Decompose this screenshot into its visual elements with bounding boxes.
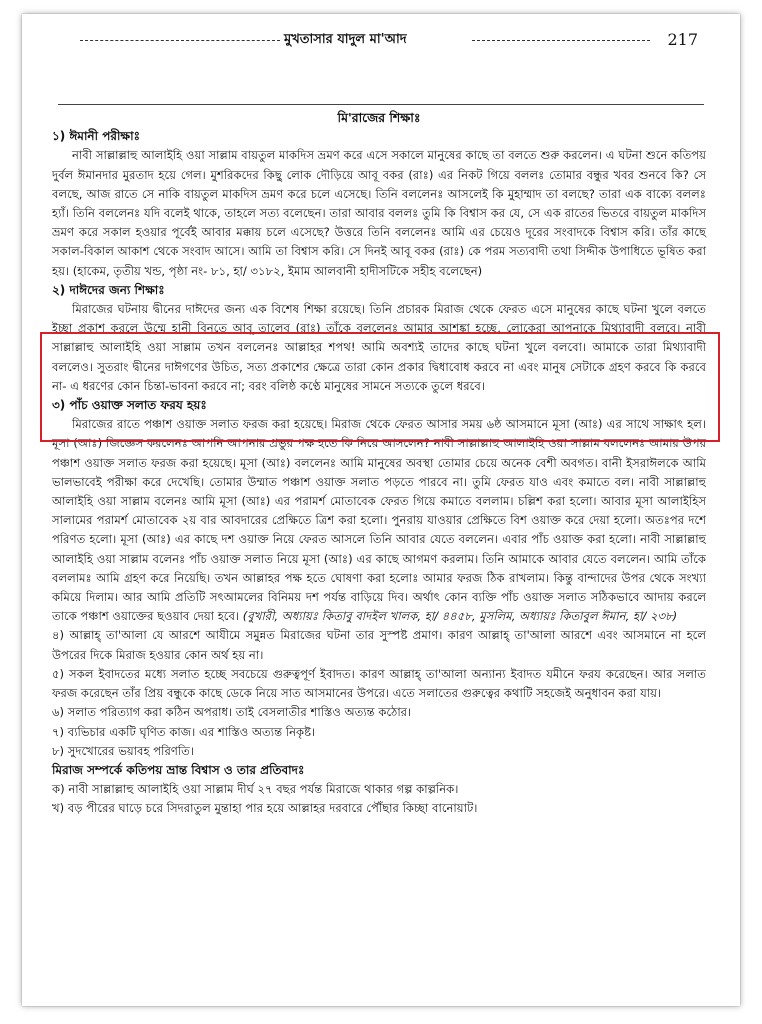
running-header [58, 28, 698, 52]
header-rule [58, 104, 704, 105]
page-number: 217 [667, 30, 698, 49]
point-salat-importance: ৫) সকল ইবাদতের মধ্যে সলাত হচ্ছে সবচেয়ে গুরুত্বপূর্ণ ইবাদত। কারণ আল্লাহ্‌ তা'আলা অন্যান্য ইবাদত যমীনে ফরয করেছেন। আর সলাত ফরজ করেছেন তাঁর প্রিয় বন্ধুকে কাছে ডেকে নিয়ে সাত আসমানের উপরে। এতে সলাতের গুরুত্বের কথাটি সহজেই অনুধাবন করা যায়। [52, 666, 706, 701]
point-misconception-kha: খ) বড় পীরের ঘাড়ে চরে সিদরাতুল মুন্তাহা পার হয়ে আল্লাহর দরবারে পৌঁছার কিচ্ছা বানোয়াট। [52, 801, 478, 816]
paragraph-text: নাবী সাল্লাল্লাহু আলাইহি ওয়া সাল্লাম বায়তুল মাকদিস ভ্রমণ করে এসে সকালে মানুষের কাছে তা বলতে শুরু করলেন। এ ঘটনা শুনে কতিপয় দুর্বল ঈমানদার মুরতাদ হয়ে গেল। মুশরিকদের কিছু লোক দৌড়িয়ে আবূ বকর (রাঃ) এর নিকট গিয়ে বললঃ তোমার বন্ধুর খবর শুনবে কি? সে বলছে, আজ রাতে সে নাকি বায়তুল মাকদিস ভ্রমণ করে চলে এসেছে। তিনি বললেনঃ আসলেই কি মুহাম্মাদ তা বলছে? তারা এক বাক্যে বললঃ হ্যাঁ। তিনি বললেনঃ যদি বলেই থাকে, তাহলে সত্য বলেছেন। তারা আবার বললঃ তুমি কি বিশ্বাস কর যে, সে এক রাতের ভিতরে বায়তুল মাকদিস ভ্রমণ করে সকাল হওয়ার পূর্বেই আবার মক্কায় চলে এসেছে? উত্তরে তিনি বললেনঃ আমি এর চেয়েও দূরের সংবাদকে বিশ্বাস করি। তাঁর কাছে সকাল-বিকাল আকাশ থেকে সংবাদ আসে। আমি তা বিশ্বাস করি। সে দিনই আবূ বকর (রাঃ) কে পরম সত্যবাদী তথা সিদ্দীক উপাধিতে ভূষিত করা হয়। [52, 148, 706, 278]
point-misconception-ka: ক) নাবী সাল্লাল্লাহু আলাইহি ওয়া সাল্লাম দীর্ঘ ২৭ বছর পর্যন্ত মিরাজে থাকার গল্প কাল্পনিক। [52, 782, 459, 797]
heading-misconceptions: মিরাজ সম্পর্কে কতিপয় ভ্রান্ত বিশ্বাস ও তার প্রতিবাদঃ [52, 762, 305, 777]
reference-hakem: (হাকেম, তৃতীয় খন্ড, পৃষ্ঠা নং- ৮১, হা/ ৩১৮২, ইমাম আলবানী হাদীসটিকে সহীহ বলেছেন) [72, 263, 483, 278]
heading-five-prayers: ৩) পাঁচ ওয়াক্ত সলাত ফরয হয়ঃ [52, 398, 207, 413]
section-title: মি'রাজের শিক্ষাঃ [337, 110, 421, 125]
point-arsh: ৪) আল্লাহ্‌ তা'আলা যে আরশে আযীমে সমুন্নত মিরাজের ঘটনা তার সুস্পষ্ট প্রমাণ। কারণ আল্লাহ্‌ তা'আলা আরশে এবং আসমানে না হলে উপরের দিকে মিরাজ হওয়ার কোন অর্থ হয় না। [52, 628, 706, 662]
header-dash-left [80, 40, 280, 41]
header-dash-right [472, 40, 650, 41]
point-abandoning-salat: ৬) সলাত পরিত্যাগ করা কঠিন অপরাধ। তাই বেসলাতীর শাস্তিও অত্যন্ত কঠোর। [52, 705, 412, 720]
paragraph-five-prayers [52, 415, 706, 626]
paragraph-iman-test [52, 146, 706, 280]
paragraph-text: মিরাজের রাতে পঞ্চাশ ওয়াক্ত সলাত ফরজ করা হয়েছে। মিরাজ থেকে ফেরত আসার সময় ৬ষ্ঠ আসমানে মূসা (আঃ) এর সাথে সাক্ষাৎ হল। মূসা (আঃ) জিজ্ঞেস করলেনঃ আপনি আপনার প্রভুর পক্ষ হতে কি নিয়ে আসলেন? নাবী সাল্লাল্লাহু আলাইহি ওয়া সাল্লাম বললেনঃ আমার উপর পঞ্চাশ ওয়াক্ত সলাত ফরজ করা হয়েছে। মূসা (আঃ) বললেনঃ আমি মানুষের অবস্থা তোমার চেয়ে অনেক বেশী অবগত। বানী ইসরাঈলকে আমি ভালভাবেই পরীক্ষা করে দেখেছি। তোমার উম্মাত পঞ্চাশ ওয়াক্ত সলাত পড়তে পারবে না। তুমি ফেরত যাও এবং কমাতে বল। নাবী সাল্লাল্লাহু আলাইহি ওয়া সাল্লাম বলেনঃ আমি মূসা (আঃ) এর পরামর্শ মোতাবেক ফেরত গিয়ে কমাতে বললাম। চল্লিশ করা হলো। আবার মূসা আলাইহিস সালামের পরামর্শ মোতাবেক ২য় বার আবদারের প্রেক্ষিতে ত্রিশ করা হলো। পুনরায় যাওয়ার প্রেক্ষিতে বিশ ওয়াক্ত করে দেয়া হলো। অতঃপর দশে পরিণত হলো। মূসা (আঃ) এর কাছে দশ ওয়াক্ত নিয়ে ফেরত আসলে তিনি আবার যেতে বললেন। এবার পাঁচ ওয়াক্ত করা হলো। নাবী সাল্লাল্লাহু আলাইহি ওয়া সাল্লাম বলেনঃ পাঁচ ওয়াক্ত সলাত নিয়ে মূসা (আঃ) এর কাছে আগমণ করলাম। তিনি আমাকে আবার যেতে বললেন। আমি তাঁকে বললামঃ আমি গ্রহণ করে নিয়েছি। তখন আল্লাহর পক্ষ হতে ঘোষণা করা হলোঃ আমার ফরজ ঠিক রাখলাম। কিন্তু বান্দাদের উপর থেকে সংখ্যা কমিয়ে দিলাম। আর আমি প্রতিটি সৎআমলের বিনিময় দশ পর্যন্ত বাড়িয়ে দিব। অর্থাৎ কোন ব্যক্তি পাঁচ ওয়াক্ত সলাত সঠিকভাবে আদায় করলে তাকে পঞ্চাশ ওয়াক্তের ছওয়াব দেয়া হবে। [52, 417, 706, 624]
page-body [52, 108, 706, 819]
header-title: মুখতাসার যাদুল মা'আদ [284, 32, 407, 47]
heading-iman-test: ১) ঈমানী পরীক্ষাঃ [52, 129, 140, 144]
heading-daee-lesson: ২) দাঈদের জন্য শিক্ষাঃ [52, 282, 165, 297]
reference-bukhari: (বুখারী, অধ্যায়ঃ কিতাবু বাদইল খালক, হা/ ৪৪৫৮, মুসলিম, অধ্যায়ঃ কিতাবুল ঈমান, হা/ ২৩৮) [242, 609, 678, 624]
paragraph-daee-lesson: মিরাজের ঘটনায় দ্বীনের দাঈদের জন্য এক বিশেষ শিক্ষা রয়েছে। তিনি প্রচারক মিরাজ থেকে ফেরত এসে মানুষের কাছে ঘটনা খুলে বলতে ইচ্ছা প্রকাশ করলে উম্মে হানী বিনতে আবূ তালেব (রাঃ) তাঁকে বললেনঃ আমার আশঙ্কা হচ্ছে, লোকেরা আপনাকে মিথ্যাবাদী বলবে। নাবী সাল্লাল্লাহু আলাইহি ওয়া সাল্লাম তখন বললেনঃ আল্লাহর শপথ! আমি অবশ্যই তাদের কাছে ঘটনা খুলে বলবো। আমাকে তারা মিথ্যাবাদী বললেও। সুতরাং দ্বীনের দাঈগণের উচিত, সত্য প্রকাশের ক্ষেত্রে তারা কোন প্রকার দ্বিধাবোধ করবে না এবং মানুষ সেটাকে গ্রহণ করবে কি করবে না- এ ধরণের কোন চিন্তা-ভাবনা করবে না; বরং বলিষ্ঠ কণ্ঠে মানুষের সামনে সত্যকে তুলে ধরবে। [52, 302, 706, 393]
point-adultery: ৭) ব্যভিচার একটি ঘৃণিত কাজ। এর শাস্তিও অত্যন্ত নিকৃষ্ট। [52, 724, 316, 739]
point-usury: ৮) সুদখোরের ভয়াবহ পরিণতি। [52, 743, 195, 758]
